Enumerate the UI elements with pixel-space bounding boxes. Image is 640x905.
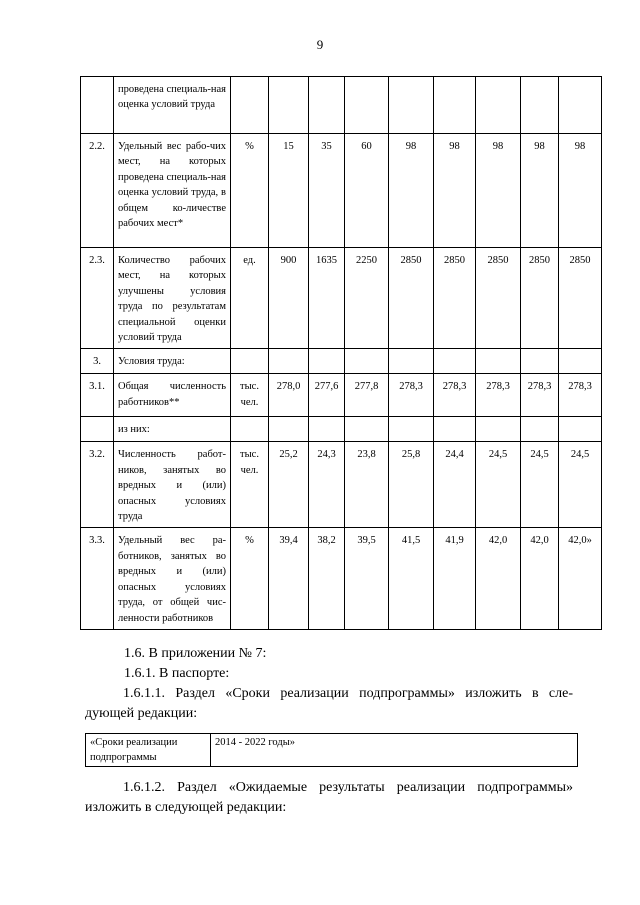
unit-cell: % [231,134,269,248]
value-cell: 2850 [559,248,602,349]
value-cell [476,77,521,134]
value-cell: 25,8 [389,442,434,528]
value-cell: 2250 [345,248,389,349]
value-cell: 39,4 [269,528,309,630]
period-label-cell [86,734,211,767]
value-cell: 2850 [521,248,559,349]
value-cell: 2850 [389,248,434,349]
value-cell [434,349,476,374]
value-cell: 278,3 [521,374,559,417]
row-number: 2.3. [81,248,114,349]
indicator-name: Удельный вес ра-ботников, занятых во вредных и (или) опасных условиях труда, от общей чис-ленности работников [114,528,231,630]
value-cell [309,349,345,374]
value-cell: 277,8 [345,374,389,417]
value-cell [389,417,434,442]
value-cell: 98 [521,134,559,248]
value-cell [309,77,345,134]
value-cell: 24,5 [559,442,602,528]
value-cell [389,77,434,134]
value-cell: 23,8 [345,442,389,528]
value-cell: 278,3 [389,374,434,417]
value-cell: 1635 [309,248,345,349]
unit-cell: ед. [231,248,269,349]
indicator-name: Удельный вес рабо-чих мест, на которых проведена специаль-ная оценка условий труда, в общем ко-личестве рабочих мест* [114,134,231,248]
unit-cell: % [231,528,269,630]
indicator-name: Общая численность работников** [114,374,231,417]
row-number: 3.2. [81,442,114,528]
value-cell: 42,0» [559,528,602,630]
value-cell: 98 [476,134,521,248]
paragraph-1-6-1: 1.6.1. В паспорте: [124,666,230,681]
value-cell: 24,5 [476,442,521,528]
value-cell: 38,2 [309,528,345,630]
value-cell [476,417,521,442]
value-cell: 98 [434,134,476,248]
indicator-name: из них: [114,417,231,442]
value-cell: 24,4 [434,442,476,528]
table-row [81,417,602,442]
value-cell: 41,5 [389,528,434,630]
value-cell: 2850 [434,248,476,349]
table-row [81,248,602,349]
row-number: 3.3. [81,528,114,630]
value-cell [476,349,521,374]
row-number [81,417,114,442]
unit-cell: тыс. чел. [231,442,269,528]
value-cell: 24,5 [521,442,559,528]
paragraph-1-6-1-2: 1.6.1.2. Раздел «Ожидаемые результаты реализации подпрограммы» изложить в следующей редакции: [85,780,573,815]
value-cell [559,417,602,442]
value-cell [345,417,389,442]
value-cell [521,349,559,374]
value-cell [309,417,345,442]
table-row [81,349,602,374]
value-cell: 42,0 [476,528,521,630]
value-cell: 42,0 [521,528,559,630]
value-cell [345,349,389,374]
value-cell: 24,3 [309,442,345,528]
value-cell [521,77,559,134]
table-row [81,528,602,630]
value-cell: 15 [269,134,309,248]
table-row [81,442,602,528]
paragraph-1-6: 1.6. В приложении № 7: [124,646,267,661]
value-cell [559,77,602,134]
value-cell: 900 [269,248,309,349]
unit-cell [231,77,269,134]
value-cell [559,349,602,374]
paragraph-1-6-1-1: 1.6.1.1. Раздел «Сроки реализации подпрограммы» изложить в сле-дующей редакции: [85,686,573,721]
value-cell [434,77,476,134]
value-cell: 278,3 [434,374,476,417]
unit-cell: тыс. чел. [231,374,269,417]
value-cell: 278,3 [559,374,602,417]
table-row [81,374,602,417]
value-cell [345,77,389,134]
table-row [81,77,602,134]
value-cell: 39,5 [345,528,389,630]
period-row [86,734,578,767]
value-cell: 98 [559,134,602,248]
row-number: 3. [81,349,114,374]
value-cell [269,77,309,134]
table-row [81,134,602,248]
value-cell: 2850 [476,248,521,349]
indicator-name: проведена специаль-ная оценка условий труда [114,77,231,134]
indicator-name: Численность работ-ников, занятых во вредных и (или) опасных условиях труда [114,442,231,528]
implementation-period-table [85,733,578,767]
value-cell: 25,2 [269,442,309,528]
row-number: 2.2. [81,134,114,248]
period-label: «Сроки реализации подпрограммы [90,737,178,763]
value-cell: 98 [389,134,434,248]
value-cell: 35 [309,134,345,248]
value-cell: 60 [345,134,389,248]
indicator-name: Количество рабочих мест, на которых улучшены условия труда по результатам специальной оценки условий труда [114,248,231,349]
unit-cell [231,349,269,374]
row-number [81,77,114,134]
period-value: 2014 - 2022 годы» [211,734,578,767]
value-cell: 277,6 [309,374,345,417]
value-cell: 41,9 [434,528,476,630]
value-cell [269,349,309,374]
indicators-table [80,76,602,630]
value-cell [389,349,434,374]
unit-cell [231,417,269,442]
value-cell: 278,0 [269,374,309,417]
page-number: 9 [316,37,324,52]
value-cell [521,417,559,442]
value-cell [434,417,476,442]
row-number: 3.1. [81,374,114,417]
value-cell [269,417,309,442]
indicator-name: Условия труда: [114,349,231,374]
value-cell: 278,3 [476,374,521,417]
